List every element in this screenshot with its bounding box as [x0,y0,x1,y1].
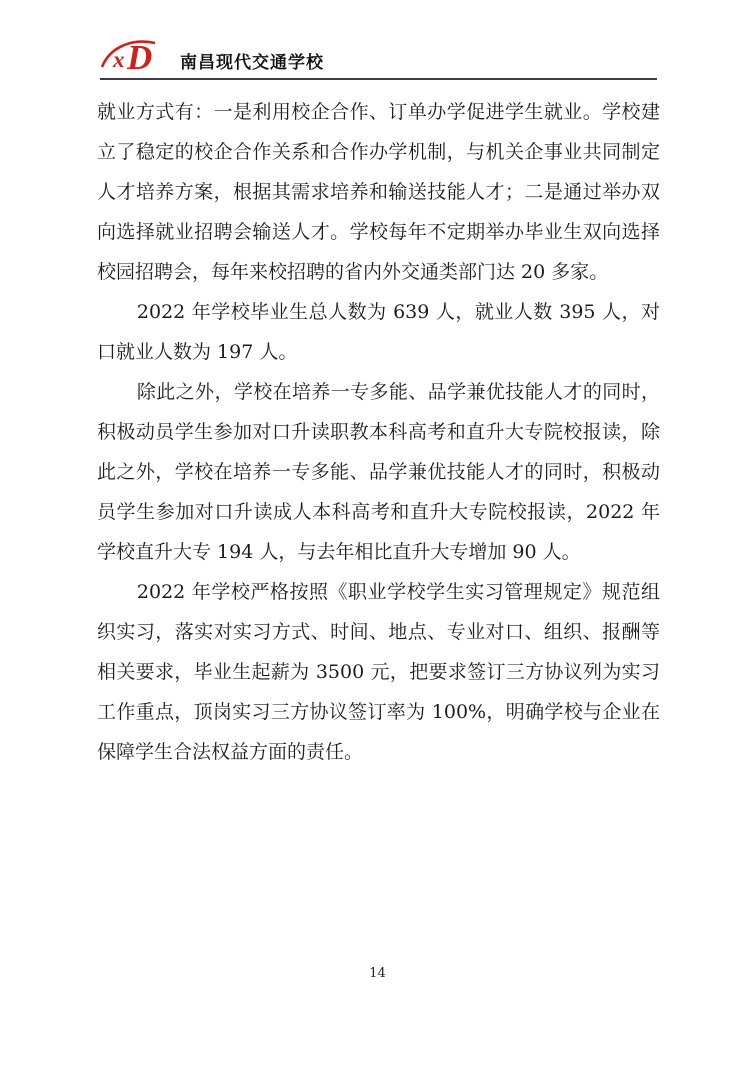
document-body [97,92,660,772]
page-header [100,34,657,76]
paragraph: 2022 年学校毕业生总人数为 639 人，就业人数 395 人，对口就业人数为 197 人。 [97,301,660,363]
header-divider [100,78,657,80]
logo-letter-d: D [127,38,153,76]
logo-letter-x: x [113,47,125,72]
paragraph: 2022 年学校严格按照《职业学校学生实习管理规定》规范组织实习，落实对实习方式、时间、地点、专业对口、组织、报酬等相关要求，毕业生起薪为 3500 元，把要求签订三方协议列为实习工作重点，顶岗实习三方协议签订率为 100%，明确学校与企业在保障学生合法权益方面的责任。 [97,581,660,763]
school-logo-icon [100,34,170,76]
school-name: 南昌现代交通学校 [180,53,324,72]
page-number: 14 [369,966,386,981]
page-footer [0,966,755,981]
paragraph: 就业方式有：一是利用校企合作、订单办学促进学生就业。学校建立了稳定的校企合作关系和合作办学机制，与机关企事业共同制定人才培养方案，根据其需求培养和输送技能人才；二是通过举办双向选择就业招聘会输送人才。学校每年不定期举办毕业生双向选择校园招聘会，每年来校招聘的省内外交通类部门达 20 多家。 [97,101,660,283]
paragraph: 除此之外，学校在培养一专多能、品学兼优技能人才的同时，积极动员学生参加对口升读职教本科高考和直升大专院校报读，除此之外，学校在培养一专多能、品学兼优技能人才的同时，积极动员学生参加对口升读成人本科高考和直升大专院校报读，2022 年学校直升大专 194 人，与去年相比直升大专增加 90 人。 [97,381,660,563]
